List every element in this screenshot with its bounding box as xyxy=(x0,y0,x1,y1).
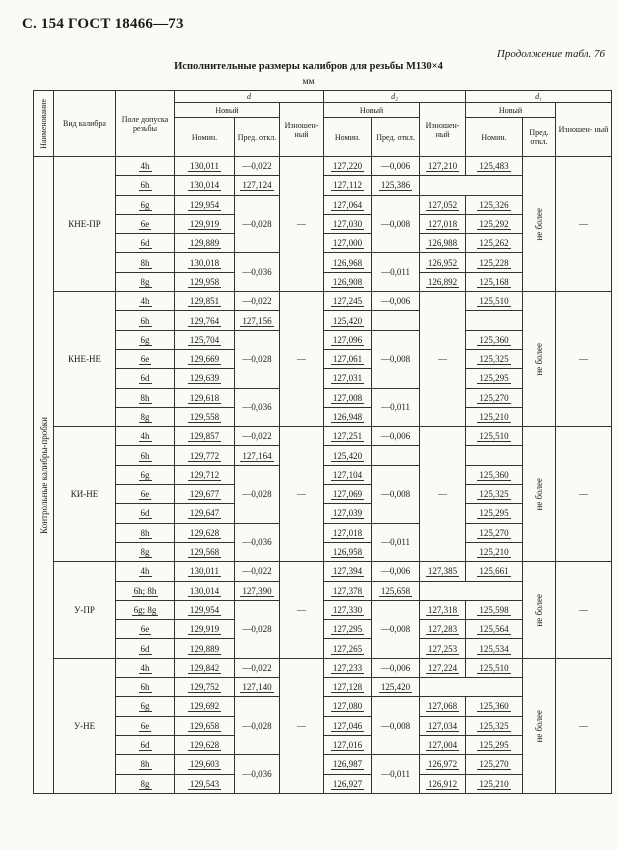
tolerance-cell: 8g xyxy=(116,272,175,291)
d-nominal-cell: 129,543 xyxy=(175,774,235,794)
d-nominal-cell: 130,011 xyxy=(175,562,235,581)
not-more-label: не более xyxy=(523,292,556,427)
header-d2-deviation: Пред. откл. xyxy=(372,118,420,157)
d1-nominal-cell: 125,483 xyxy=(466,157,523,176)
d1-nominal-cell: 125,658 xyxy=(372,581,420,600)
d2-deviation-cell: —0,008 xyxy=(372,465,420,523)
d1-nominal-cell: 125,325 xyxy=(466,716,523,735)
table-row xyxy=(34,658,612,677)
d2-worn-cell: 127,068 xyxy=(420,697,466,716)
d2-nominal-cell: 126,968 xyxy=(324,253,372,272)
units-label: мм xyxy=(302,77,315,87)
header-d-worn: Изношен- ный xyxy=(280,103,324,157)
table-row xyxy=(34,427,612,446)
d1-nominal-cell: 125,420 xyxy=(372,678,420,697)
d2-worn-dash: — xyxy=(420,427,466,562)
header-name: Наименование xyxy=(34,91,54,157)
d-nominal-cell: 130,014 xyxy=(175,176,235,195)
d2-deviation-cell: —0,011 xyxy=(372,523,420,562)
d-nominal-cell: 129,568 xyxy=(175,542,235,561)
d-nominal-cell: 129,692 xyxy=(175,697,235,716)
tolerance-cell: 6d xyxy=(116,234,175,253)
d1-nominal-cell: 125,295 xyxy=(466,735,523,754)
tolerance-cell: 6d xyxy=(116,504,175,523)
table-title: Исполнительные размеры калибров для резьбы М130×4 xyxy=(174,61,443,72)
d2-nominal-cell: 127,046 xyxy=(324,716,372,735)
d2-nominal-cell: 127,394 xyxy=(324,562,372,581)
gauge-type-name: КИ-НЕ xyxy=(54,427,116,562)
not-more-label: не более xyxy=(523,658,556,793)
header-d2: d₂ xyxy=(324,91,466,103)
d2-deviation-cell: —0,006 xyxy=(372,658,420,677)
d2-nominal-cell: 126,948 xyxy=(324,407,372,426)
page-label: С. 154 ГОСТ 18466—73 xyxy=(22,16,184,32)
d2-worn-cell: 126,988 xyxy=(420,234,466,253)
tolerance-cell: 8h xyxy=(116,253,175,272)
header-d2-nominal: Номин. xyxy=(324,118,372,157)
gauge-dimensions-table xyxy=(33,90,612,794)
tolerance-cell: 6d xyxy=(116,639,175,658)
d1-nominal-cell: 125,420 xyxy=(324,446,372,465)
d2-nominal-cell: 127,064 xyxy=(324,195,372,214)
tolerance-cell: 6h; 8h xyxy=(116,581,175,600)
d2-deviation-cell: —0,008 xyxy=(372,697,420,755)
d2-nominal-cell: 127,156 xyxy=(235,311,280,330)
d-nominal-cell: 125,704 xyxy=(175,330,235,349)
tolerance-cell: 4h xyxy=(116,157,175,176)
d-deviation-cell: —0,022 xyxy=(235,292,280,311)
not-more-label: не более xyxy=(523,427,556,562)
d-nominal-cell: 129,558 xyxy=(175,407,235,426)
d1-nominal-cell: 125,295 xyxy=(466,369,523,388)
d2-deviation-cell: —0,006 xyxy=(372,292,420,311)
d-nominal-cell: 129,842 xyxy=(175,658,235,677)
tolerance-cell: 6g xyxy=(116,465,175,484)
d-deviation-cell: —0,036 xyxy=(235,755,280,794)
d2-worn-cell: 126,972 xyxy=(420,755,466,774)
d2-nominal-cell: 127,330 xyxy=(324,600,372,619)
d-nominal-cell: 129,647 xyxy=(175,504,235,523)
tolerance-cell: 6e xyxy=(116,620,175,639)
d2-nominal-cell: 127,039 xyxy=(324,504,372,523)
d1-worn-dash: — xyxy=(556,562,612,658)
d2-deviation-cell: —0,011 xyxy=(372,388,420,427)
d1-nominal-cell: 125,325 xyxy=(466,485,523,504)
not-more-label: не более xyxy=(523,562,556,658)
not-more-label: не более xyxy=(523,157,556,292)
tolerance-cell: 8g xyxy=(116,407,175,426)
d2-worn-cell: 127,283 xyxy=(420,620,466,639)
d1-nominal-cell: 125,360 xyxy=(466,465,523,484)
table-row xyxy=(34,292,612,311)
tolerance-cell: 6g; 8g xyxy=(116,600,175,619)
d1-worn-dash: — xyxy=(556,292,612,427)
d2-worn-cell: 126,952 xyxy=(420,253,466,272)
d-deviation-cell: —0,022 xyxy=(235,658,280,677)
d1-nominal-cell: 125,661 xyxy=(466,562,523,581)
d-deviation-cell: —0,028 xyxy=(235,195,280,253)
d-nominal-cell: 129,677 xyxy=(175,485,235,504)
d2-nominal-cell: 127,233 xyxy=(324,658,372,677)
d1-nominal-cell: 125,564 xyxy=(466,620,523,639)
d2-worn-cell: 126,892 xyxy=(420,272,466,291)
d1-nominal-cell: 125,510 xyxy=(466,658,523,677)
table-row xyxy=(34,562,612,581)
d-deviation-cell: —0,036 xyxy=(235,253,280,292)
d1-nominal-cell: 125,386 xyxy=(372,176,420,195)
section-label: Контрольные калибры-пробки xyxy=(34,157,54,794)
d-nominal-cell: 129,919 xyxy=(175,214,235,233)
d-nominal-cell: 129,752 xyxy=(175,678,235,697)
tolerance-cell: 6d xyxy=(116,735,175,754)
d1-nominal-cell: 125,510 xyxy=(466,292,523,311)
d1-nominal-cell: 125,228 xyxy=(466,253,523,272)
d1-nominal-cell: 125,210 xyxy=(466,542,523,561)
d-nominal-cell: 129,764 xyxy=(175,311,235,330)
d1-nominal-cell: 125,270 xyxy=(466,755,523,774)
d2-nominal-cell: 127,031 xyxy=(324,369,372,388)
header-d: d xyxy=(175,91,324,103)
d2-deviation-cell: —0,011 xyxy=(372,755,420,794)
d2-deviation-cell: —0,008 xyxy=(372,195,420,253)
d-nominal-cell: 129,954 xyxy=(175,600,235,619)
d2-worn-cell: 126,912 xyxy=(420,774,466,794)
d-deviation-cell: —0,028 xyxy=(235,697,280,755)
d-nominal-cell: 129,603 xyxy=(175,755,235,774)
d-nominal-cell: 129,712 xyxy=(175,465,235,484)
header-tolerance: Поле допуска резьбы xyxy=(116,91,175,157)
d-nominal-cell: 129,851 xyxy=(175,292,235,311)
d-deviation-cell: —0,022 xyxy=(235,427,280,446)
d1-nominal-cell: 125,360 xyxy=(466,697,523,716)
d2-worn-cell: 127,378 xyxy=(324,581,372,600)
d-deviation-cell: —0,028 xyxy=(235,465,280,523)
tolerance-cell: 6d xyxy=(116,369,175,388)
tolerance-cell: 4h xyxy=(116,562,175,581)
d2-nominal-cell: 126,927 xyxy=(324,774,372,794)
header-d-deviation: Пред. откл. xyxy=(235,118,280,157)
d2-nominal-cell: 127,251 xyxy=(324,427,372,446)
d2-nominal-cell: 127,030 xyxy=(324,214,372,233)
d1-nominal-cell: 125,510 xyxy=(466,427,523,446)
d-nominal-cell: 129,628 xyxy=(175,735,235,754)
d-nominal-cell: 129,954 xyxy=(175,195,235,214)
d2-nominal-cell: 127,220 xyxy=(324,157,372,176)
d1-nominal-cell: 125,534 xyxy=(466,639,523,658)
gauge-type-name: КНЕ-НЕ xyxy=(54,292,116,427)
tolerance-cell: 6h xyxy=(116,446,175,465)
header-d1-nominal: Номин. xyxy=(466,118,523,157)
d-nominal-cell: 129,639 xyxy=(175,369,235,388)
d2-worn-cell: 127,004 xyxy=(420,735,466,754)
d2-nominal-cell: 127,000 xyxy=(324,234,372,253)
d2-nominal-cell: 127,069 xyxy=(324,485,372,504)
tolerance-cell: 4h xyxy=(116,427,175,446)
d2-nominal-cell: 127,016 xyxy=(324,735,372,754)
d1-worn-dash: — xyxy=(556,427,612,562)
d1-nominal-cell: 125,598 xyxy=(466,600,523,619)
d2-nominal-cell: 127,061 xyxy=(324,349,372,368)
table-row xyxy=(34,157,612,176)
d2-worn-cell: 127,385 xyxy=(420,562,466,581)
d2-deviation-cell: —0,006 xyxy=(372,427,420,446)
d1-nominal-cell: 125,270 xyxy=(466,388,523,407)
d2-worn-cell: 127,318 xyxy=(420,600,466,619)
d2-worn-dash: — xyxy=(420,292,466,427)
d2-nominal-cell: 127,124 xyxy=(235,176,280,195)
tolerance-cell: 6g xyxy=(116,697,175,716)
d1-nominal-cell: 125,420 xyxy=(324,311,372,330)
table-body xyxy=(34,157,612,794)
d2-nominal-cell: 127,008 xyxy=(324,388,372,407)
tolerance-cell: 6h xyxy=(116,176,175,195)
d2-nominal-cell: 127,140 xyxy=(235,678,280,697)
d2-nominal-cell: 127,295 xyxy=(324,620,372,639)
d2-nominal-cell: 127,390 xyxy=(235,581,280,600)
d-worn-dash: — xyxy=(280,427,324,562)
d1-nominal-cell: 125,262 xyxy=(466,234,523,253)
d-nominal-cell: 130,011 xyxy=(175,157,235,176)
d2-worn-cell: 127,052 xyxy=(420,195,466,214)
d2-deviation-cell: —0,008 xyxy=(372,600,420,658)
d2-worn-cell: 127,018 xyxy=(420,214,466,233)
tolerance-cell: 6g xyxy=(116,330,175,349)
d-worn-dash: — xyxy=(280,562,324,658)
d-worn-dash: — xyxy=(280,157,324,292)
continuation-label: Продолжение табл. 76 xyxy=(496,48,605,60)
d2-deviation-cell: —0,006 xyxy=(372,157,420,176)
tolerance-cell: 8h xyxy=(116,388,175,407)
d2-worn-cell: 127,112 xyxy=(324,176,372,195)
d2-worn-cell: 127,128 xyxy=(324,678,372,697)
d2-deviation-cell: —0,006 xyxy=(372,562,420,581)
d-nominal-cell: 129,889 xyxy=(175,234,235,253)
d2-nominal-cell: 127,096 xyxy=(324,330,372,349)
d1-nominal-cell: 125,210 xyxy=(466,774,523,794)
tolerance-cell: 8h xyxy=(116,523,175,542)
d1-nominal-cell: 125,326 xyxy=(466,195,523,214)
d-nominal-cell: 129,628 xyxy=(175,523,235,542)
d-deviation-cell: —0,022 xyxy=(235,562,280,581)
d1-worn-dash: — xyxy=(556,157,612,292)
header-d1-new: Новый xyxy=(466,103,556,118)
d2-worn-cell: 127,224 xyxy=(420,658,466,677)
d-nominal-cell: 129,618 xyxy=(175,388,235,407)
d2-worn-cell: 127,253 xyxy=(420,639,466,658)
d-nominal-cell: 129,857 xyxy=(175,427,235,446)
d2-nominal-cell: 127,104 xyxy=(324,465,372,484)
d-nominal-cell: 129,889 xyxy=(175,639,235,658)
d2-nominal-cell: 126,908 xyxy=(324,272,372,291)
d-deviation-cell: —0,028 xyxy=(235,330,280,388)
d1-nominal-cell: 125,292 xyxy=(466,214,523,233)
d1-nominal-cell: 125,270 xyxy=(466,523,523,542)
d-deviation-cell: —0,036 xyxy=(235,388,280,427)
gauge-type-name: КНЕ-ПР xyxy=(54,157,116,292)
header-d-nominal: Номин. xyxy=(175,118,235,157)
d-nominal-cell: 129,958 xyxy=(175,272,235,291)
header-d1-worn: Изношен- ный xyxy=(556,103,612,157)
d-deviation-cell: —0,036 xyxy=(235,523,280,562)
d1-worn-dash: — xyxy=(556,658,612,793)
d-deviation-cell: —0,028 xyxy=(235,600,280,658)
d1-nominal-cell: 125,295 xyxy=(466,504,523,523)
tolerance-cell: 8g xyxy=(116,774,175,794)
header-d1: d₁ xyxy=(466,91,612,103)
header-d-new: Новый xyxy=(175,103,280,118)
gauge-type-name: У-НЕ xyxy=(54,658,116,793)
tolerance-cell: 6e xyxy=(116,214,175,233)
d-nominal-cell: 129,919 xyxy=(175,620,235,639)
header-gauge-type: Вид калибра xyxy=(54,91,116,157)
tolerance-cell: 6e xyxy=(116,485,175,504)
tolerance-cell: 6h xyxy=(116,311,175,330)
d2-nominal-cell: 127,265 xyxy=(324,639,372,658)
d2-deviation-cell: —0,011 xyxy=(372,253,420,292)
tolerance-cell: 6e xyxy=(116,716,175,735)
d-nominal-cell: 129,658 xyxy=(175,716,235,735)
d1-nominal-cell: 125,168 xyxy=(466,272,523,291)
tolerance-cell: 6e xyxy=(116,349,175,368)
d2-deviation-cell: —0,008 xyxy=(372,330,420,388)
d2-nominal-cell: 126,958 xyxy=(324,542,372,561)
d1-nominal-cell: 125,210 xyxy=(466,407,523,426)
d1-nominal-cell: 125,325 xyxy=(466,349,523,368)
d-nominal-cell: 130,018 xyxy=(175,253,235,272)
d-worn-dash: — xyxy=(280,658,324,793)
header-d1-deviation: Пред. откл. xyxy=(523,118,556,157)
d2-nominal-cell: 127,080 xyxy=(324,697,372,716)
d-worn-dash: — xyxy=(280,292,324,427)
tolerance-cell: 4h xyxy=(116,292,175,311)
d-nominal-cell: 129,772 xyxy=(175,446,235,465)
gauge-type-name: У-ПР xyxy=(54,562,116,658)
d2-nominal-cell: 126,987 xyxy=(324,755,372,774)
tolerance-cell: 6g xyxy=(116,195,175,214)
d-deviation-cell: —0,022 xyxy=(235,157,280,176)
d2-worn-cell: 127,034 xyxy=(420,716,466,735)
d2-worn-cell: 127,210 xyxy=(420,157,466,176)
tolerance-cell: 8h xyxy=(116,755,175,774)
tolerance-cell: 8g xyxy=(116,542,175,561)
tolerance-cell: 6h xyxy=(116,678,175,697)
d-nominal-cell: 130,014 xyxy=(175,581,235,600)
header-d2-worn: Изношен- ный xyxy=(420,103,466,157)
d2-nominal-cell: 127,018 xyxy=(324,523,372,542)
d2-nominal-cell: 127,245 xyxy=(324,292,372,311)
header-d2-new: Новый xyxy=(324,103,420,118)
d1-nominal-cell: 125,360 xyxy=(466,330,523,349)
d2-nominal-cell: 127,164 xyxy=(235,446,280,465)
d-nominal-cell: 129,669 xyxy=(175,349,235,368)
tolerance-cell: 4h xyxy=(116,658,175,677)
